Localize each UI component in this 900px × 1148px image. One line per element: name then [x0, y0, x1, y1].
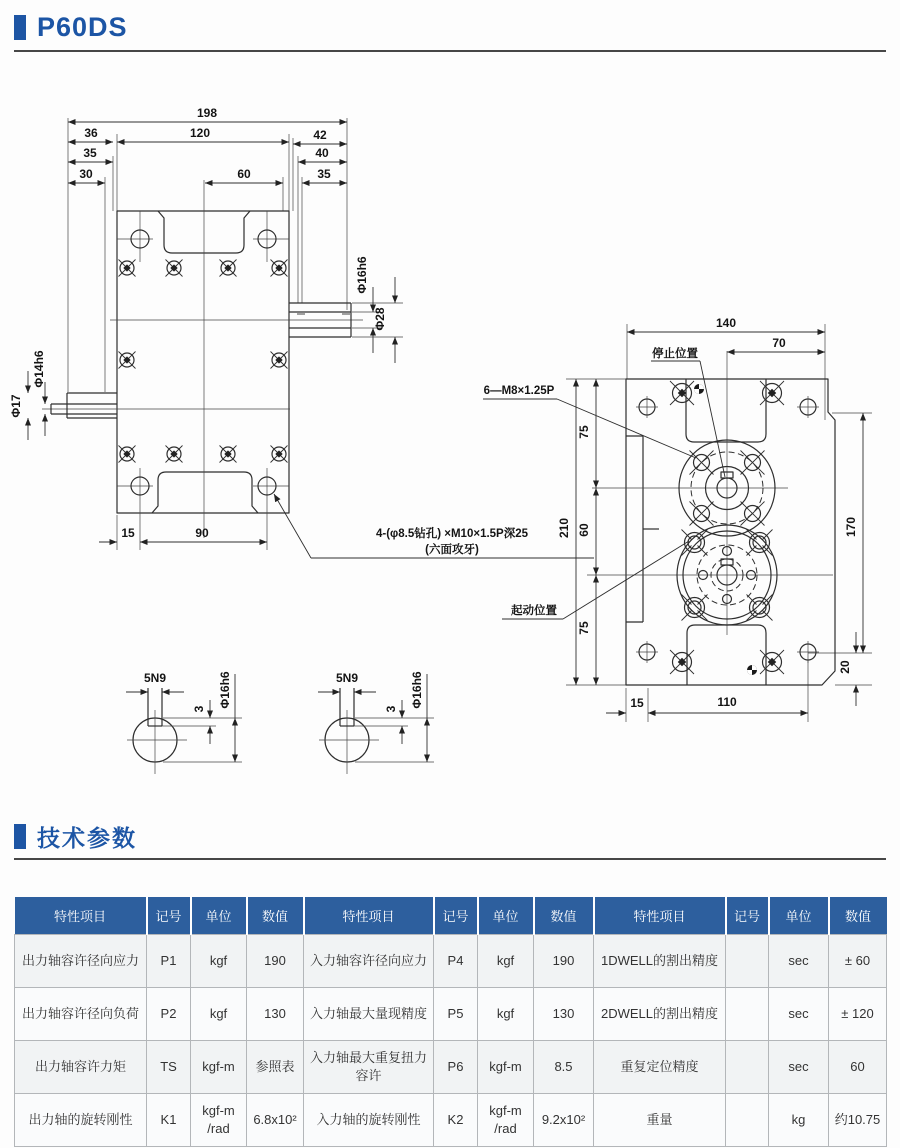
keyway-width-label: 5N9: [143, 671, 167, 685]
title-rule: [14, 50, 886, 52]
spec-cell: 6.8x10²: [247, 1094, 304, 1147]
spec-header-cell: 单位: [191, 897, 247, 935]
dim-75-top: 75: [577, 425, 591, 439]
spec-cell: 1DWELL的割出精度: [594, 935, 726, 988]
spec-cell: kgf: [191, 935, 247, 988]
dim-60: 60: [237, 167, 251, 181]
spec-cell: 出力轴容许径向负荷: [15, 988, 147, 1041]
start-position-label: 起动位置: [511, 605, 557, 617]
dim-phi17: Φ17: [9, 394, 23, 418]
spec-header-cell: 数值: [534, 897, 594, 935]
dim-140: 140: [715, 316, 737, 330]
spec-header-cell: 记号: [147, 897, 191, 935]
spec-cell: ± 120: [829, 988, 887, 1041]
dim-210: 210: [557, 517, 571, 539]
keyway-detail-output: [126, 671, 242, 774]
dim-75-bottom: 75: [577, 621, 591, 635]
spec-cell: P4: [434, 935, 478, 988]
keyway-depth-label: 3: [384, 705, 398, 713]
page-title-row: [14, 12, 128, 43]
dim-70: 70: [772, 336, 786, 350]
spec-cell: [726, 935, 769, 988]
spec-header-cell: 数值: [247, 897, 304, 935]
spec-cell: 约10.75: [829, 1094, 887, 1147]
spec-cell: 入力轴最大量现精度: [304, 988, 434, 1041]
dim-phi16h6-front: Φ16h6: [355, 256, 369, 294]
dim-30: 30: [79, 167, 93, 181]
spec-cell: kgf-m /rad: [191, 1094, 247, 1147]
dim-35-left: 35: [83, 146, 97, 160]
dim-15-side: 15: [630, 696, 644, 710]
spec-cell: kgf-m /rad: [478, 1094, 534, 1147]
spec-header-cell: 记号: [726, 897, 769, 935]
spec-cell: 入力轴的旋转刚性: [304, 1094, 434, 1147]
specs-table: [14, 897, 887, 1147]
spec-cell: 重复定位精度: [594, 1041, 726, 1094]
params-marker-icon: [14, 824, 26, 849]
spec-cell: P1: [147, 935, 191, 988]
spec-cell: P5: [434, 988, 478, 1041]
spec-cell: [726, 1094, 769, 1147]
spec-header-cell: 特性项目: [15, 897, 147, 935]
spec-cell: K1: [147, 1094, 191, 1147]
dim-198: 198: [196, 106, 218, 120]
spec-cell: sec: [769, 1041, 829, 1094]
params-title-row: [14, 820, 137, 853]
spec-cell: 130: [534, 988, 594, 1041]
dim-15-front: 15: [121, 526, 135, 540]
dim-phi14h6: Φ14h6: [32, 350, 46, 388]
params-title: 技术参数: [37, 825, 137, 851]
keyway-width-label: 5N9: [335, 671, 359, 685]
spec-cell: 190: [247, 935, 304, 988]
bolt-spec-label: 6—M8×1.25P: [483, 385, 555, 397]
spec-cell: TS: [147, 1041, 191, 1094]
keyway-dia-label: Φ16h6: [410, 671, 424, 709]
keyway-detail-input: [318, 671, 434, 774]
spec-row: [15, 935, 887, 988]
spec-cell: K2: [434, 1094, 478, 1147]
spec-cell: kgf-m: [478, 1041, 534, 1094]
spec-row: [15, 1094, 887, 1147]
spec-cell: 60: [829, 1041, 887, 1094]
technical-drawing: [0, 60, 900, 790]
spec-cell: sec: [769, 988, 829, 1041]
spec-cell: 9.2x10²: [534, 1094, 594, 1147]
spec-header-row: [15, 897, 887, 935]
spec-cell: 参照表: [247, 1041, 304, 1094]
spec-cell: 出力轴容许径向应力: [15, 935, 147, 988]
spec-header-cell: 单位: [769, 897, 829, 935]
dim-40: 40: [315, 146, 329, 160]
spec-cell: P6: [434, 1041, 478, 1094]
spec-cell: 2DWELL的割出精度: [594, 988, 726, 1041]
spec-cell: kgf: [478, 988, 534, 1041]
title-marker-icon: [14, 15, 26, 40]
keyway-dia-label: Φ16h6: [218, 671, 232, 709]
spec-row: [15, 1041, 887, 1094]
dim-42: 42: [313, 128, 327, 142]
spec-header-cell: 单位: [478, 897, 534, 935]
spec-cell: ± 60: [829, 935, 887, 988]
spec-header-cell: 特性项目: [594, 897, 726, 935]
dim-36: 36: [84, 126, 98, 140]
spec-cell: 入力轴最大重复扭力容许: [304, 1041, 434, 1094]
dim-35-right: 35: [317, 167, 331, 181]
dim-60-side: 60: [577, 523, 591, 537]
spec-cell: [726, 988, 769, 1041]
keyway-depth-label: 3: [192, 705, 206, 713]
spec-cell: 出力轴的旋转刚性: [15, 1094, 147, 1147]
drill-note-line2: (六面攻牙): [425, 544, 479, 556]
spec-cell: 190: [534, 935, 594, 988]
dim-phi28: Φ28: [373, 307, 387, 331]
spec-cell: kgf-m: [191, 1041, 247, 1094]
drill-note-line1: 4-(φ8.5钻孔) ×M10×1.5P深25: [375, 528, 529, 540]
dim-120: 120: [189, 126, 211, 140]
spec-cell: kgf: [191, 988, 247, 1041]
spec-header-cell: 特性项目: [304, 897, 434, 935]
dim-110: 110: [717, 695, 737, 709]
spec-row: [15, 988, 887, 1041]
spec-cell: 出力轴容许力矩: [15, 1041, 147, 1094]
spec-cell: [726, 1041, 769, 1094]
dim-170: 170: [844, 516, 858, 538]
stop-position-label: 停止位置: [652, 348, 698, 360]
spec-cell: 130: [247, 988, 304, 1041]
spec-cell: 重量: [594, 1094, 726, 1147]
spec-cell: sec: [769, 935, 829, 988]
spec-cell: kgf: [478, 935, 534, 988]
dim-90: 90: [195, 526, 209, 540]
spec-header-cell: 记号: [434, 897, 478, 935]
front-view: [9, 106, 594, 558]
spec-cell: P2: [147, 988, 191, 1041]
spec-cell: kg: [769, 1094, 829, 1147]
page-title: P60DS: [37, 12, 128, 42]
spec-cell: 8.5: [534, 1041, 594, 1094]
dim-20: 20: [838, 660, 852, 674]
spec-header-cell: 数值: [829, 897, 887, 935]
spec-cell: 入力轴容许径向应力: [304, 935, 434, 988]
side-view: [483, 316, 872, 722]
params-rule: [14, 858, 886, 860]
